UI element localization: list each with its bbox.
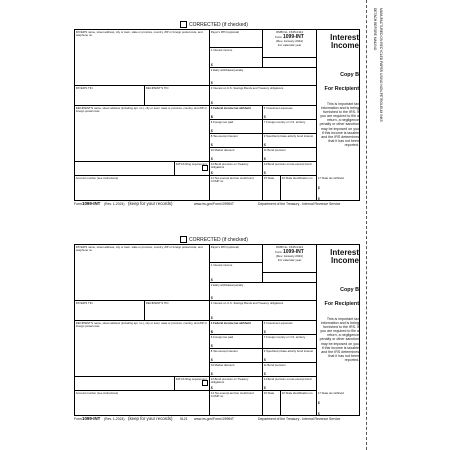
dollar-sign: $ [263, 356, 267, 362]
fatca-checkbox[interactable] [175, 162, 210, 176]
box14-label: 14 Tax-exempt and tax credit bond CUSIP no. [210, 391, 254, 398]
copy-b-label: Copy B [340, 287, 359, 293]
fatca-label: FATCA filing requirement [175, 162, 207, 166]
box11-label: 11 Bond premium [263, 148, 286, 152]
payer-tin-field[interactable] [75, 301, 145, 321]
tear-line [366, 0, 367, 450]
checkbox-icon[interactable] [202, 380, 208, 386]
corrected-checkbox[interactable] [180, 21, 248, 28]
dollar-sign: $ [210, 328, 214, 334]
dollar-sign: $ [263, 370, 267, 376]
box16-label: 16 State identification no. [281, 176, 314, 180]
box1-interest-income[interactable] [210, 48, 263, 68]
form-revision: (Rev. January 2024) [276, 254, 303, 259]
footer-keep-records: (keep for your records) [128, 201, 173, 207]
omb-block [263, 245, 317, 273]
box7-label: 7 Foreign country or U.S. territory [263, 120, 306, 124]
box-blank-year[interactable] [263, 58, 317, 68]
footer-revision: (Rev. 1-2024) [104, 202, 125, 206]
box17-label: 17 State tax withheld [317, 391, 344, 395]
footer-form-number: 1099-INT [82, 201, 101, 207]
recipient-name-label: RECIPIENT'S name, street address (including apt. no.), city or town, state or province, country, and ZIP or foreign postal code [75, 321, 207, 328]
copy-b-label: Copy B [340, 72, 359, 78]
checkbox-icon[interactable] [180, 21, 187, 28]
dollar-sign: $ [210, 356, 214, 362]
box2-early-withdrawal[interactable] [210, 283, 317, 301]
box5-investment-expenses[interactable] [263, 321, 317, 335]
dollar-sign: $ [317, 410, 321, 416]
footer-url: www.irs.gov/Form1099INT [194, 202, 234, 206]
dollar-sign: $ [210, 314, 214, 320]
form-grid [74, 29, 360, 201]
payer-name-field[interactable] [75, 30, 210, 86]
box15-state[interactable] [263, 391, 281, 416]
dollar-sign: $ [317, 400, 321, 405]
box2-label: 2 Early withdrawal penalty [210, 283, 244, 287]
form-number: 1099-INT [283, 249, 304, 256]
recipient-tin-field[interactable] [145, 86, 210, 106]
corrected-label: CORRECTED (if checked) [189, 21, 248, 28]
box4-federal-tax[interactable] [210, 321, 263, 335]
omb-number: OMB No. 1545-0112 [275, 245, 304, 249]
footer-keep-records: (keep for your records) [128, 416, 173, 422]
box15-label: 15 State [263, 391, 275, 395]
recipient-name-field[interactable] [75, 321, 210, 377]
title-line1: Interest [330, 248, 359, 257]
box7-label: 7 Foreign country or U.S. territory [263, 335, 306, 339]
form-grid [74, 244, 360, 416]
box1-interest-income[interactable] [210, 263, 263, 283]
footer-url: www.irs.gov/Form1099INT [194, 417, 234, 421]
form-title [319, 249, 359, 265]
box17-label: 17 State tax withheld [317, 176, 344, 180]
dollar-sign: $ [263, 141, 267, 147]
payer-tin-label: PAYER'S TIN [75, 301, 93, 305]
dollar-sign: $ [263, 328, 267, 334]
title-line2: Income [330, 256, 359, 265]
dollar-sign: $ [210, 141, 214, 147]
dollar-sign: $ [210, 61, 214, 67]
box5-label: 5 Investment expenses [263, 106, 293, 110]
box4-label: 4 Federal income tax withheld [210, 321, 251, 325]
dollar-sign: $ [210, 79, 214, 85]
box6-label: 6 Foreign tax paid [210, 335, 234, 339]
important-notice: This is important tax information and is being furnished to the IRS. If you are required to file a return, a negligence penalty or other sanction may be imposed on you if this income is taxable and the IRS determines that it has not been reported. [319, 102, 359, 147]
box6-foreign-tax[interactable] [210, 335, 263, 349]
dollar-sign: $ [210, 99, 214, 105]
fatca-checkbox[interactable] [175, 377, 210, 391]
box9-private-activity[interactable] [263, 134, 317, 148]
payer-rtn-field[interactable] [210, 245, 263, 263]
box16-state-id[interactable] [281, 176, 317, 201]
box10-market-discount[interactable] [210, 148, 263, 162]
form-number: 1099-INT [283, 34, 304, 41]
account-label: Account number (see instructions) [75, 391, 119, 395]
dollar-sign: $ [263, 113, 267, 119]
box8-tax-exempt[interactable] [210, 349, 263, 363]
box9-private-activity[interactable] [263, 349, 317, 363]
blank-row [75, 162, 175, 176]
box8-label: 8 Tax-exempt interest [210, 349, 238, 353]
important-notice: This is important tax information and is being furnished to the IRS. If you are required to file a return, a negligence penalty or other sanction may be imposed on you if this income is taxable and the IRS determines that it has not been reported. [319, 317, 359, 362]
payer-tin-field[interactable] [75, 86, 145, 106]
calendar-year-label: For calendar year [277, 257, 302, 262]
box10-label: 10 Market discount [210, 148, 235, 152]
box12-treasury-premium[interactable] [210, 162, 263, 176]
box12-treasury-premium[interactable] [210, 377, 263, 391]
box8-tax-exempt[interactable] [210, 134, 263, 148]
box3-label: 3 Interest on U.S. Savings Bonds and Treasury obligations [210, 86, 284, 90]
box11-bond-premium[interactable] [263, 148, 317, 162]
dollar-sign: $ [317, 195, 321, 201]
dollar-sign: $ [210, 169, 214, 175]
payer-tin-label: PAYER'S TIN [75, 86, 93, 90]
dollar-sign: $ [263, 155, 267, 161]
box8-label: 8 Tax-exempt interest [210, 134, 238, 138]
box7-foreign-country[interactable] [263, 335, 317, 349]
box4-label: 4 Federal income tax withheld [210, 106, 251, 110]
box10-market-discount[interactable] [210, 363, 263, 377]
footer-form-label: Form [74, 417, 82, 421]
box6-foreign-tax[interactable] [210, 120, 263, 134]
account-number-field[interactable] [75, 176, 210, 201]
box6-label: 6 Foreign tax paid [210, 120, 234, 124]
form-label: Form [275, 35, 283, 40]
payer-rtn-field[interactable] [210, 30, 263, 48]
box9-label: 9 Specified private activity bond interest [263, 349, 314, 353]
box3-label: 3 Interest on U.S. Savings Bonds and Treasury obligations [210, 301, 284, 305]
dollar-sign: $ [210, 276, 214, 282]
box14-label: 14 Tax-exempt and tax credit bond CUSIP no. [210, 176, 254, 183]
box11-label: 11 Bond premium [263, 363, 286, 367]
box5-investment-expenses[interactable] [263, 106, 317, 120]
dollar-sign: $ [210, 384, 214, 390]
box12-label: 12 Bond premium on Treasury obligations [210, 377, 249, 384]
box13-label: 13 Bond premium on tax-exempt bond [263, 377, 312, 381]
recipient-name-label: RECIPIENT'S name, street address (including apt. no.), city or town, state or province, country, and ZIP or foreign postal code [75, 106, 207, 113]
dollar-sign: $ [317, 185, 321, 190]
dollar-sign: $ [210, 342, 214, 348]
dollar-sign: $ [210, 127, 214, 133]
box13-tax-exempt-premium[interactable] [263, 162, 317, 176]
account-label: Account number (see instructions) [75, 176, 119, 180]
checkbox-icon[interactable] [180, 236, 187, 243]
payer-rtn-label: Payer's RTN (optional) [210, 245, 239, 249]
payer-name-label: PAYER'S name, street address, city or town, state or province, country, ZIP or foreign postal code, and telephone no. [75, 30, 203, 37]
payer-rtn-label: Payer's RTN (optional) [210, 30, 239, 34]
box1-label: 1 Interest income [210, 48, 233, 52]
recipient-tin-label: RECIPIENT'S TIN [145, 301, 169, 305]
box12-label: 12 Bond premium on Treasury obligations [210, 162, 249, 169]
footer-cat-number: 5121 [180, 417, 188, 421]
for-recipient-label: For Recipient [324, 301, 359, 307]
for-recipient-label: For Recipient [324, 86, 359, 92]
dollar-sign: $ [210, 113, 214, 119]
dollar-sign: $ [210, 370, 214, 376]
box13-label: 13 Bond premium on tax-exempt bond [263, 162, 312, 166]
box16-label: 16 State identification no. [281, 391, 314, 395]
box15-state[interactable] [263, 176, 281, 201]
recipient-tin-label: RECIPIENT'S TIN [145, 86, 169, 90]
box9-label: 9 Specified private activity bond interest [263, 134, 314, 138]
payer-name-field[interactable] [75, 245, 210, 301]
box14-cusip[interactable] [210, 176, 263, 201]
omb-number: OMB No. 1545-0112 [275, 30, 304, 34]
corrected-label: CORRECTED (if checked) [189, 236, 248, 243]
detach-label: DETACH BEFORE MAILING [373, 8, 377, 51]
box-blank-year[interactable] [263, 273, 317, 283]
box14-cusip[interactable] [210, 391, 263, 416]
box17-state-tax[interactable] [317, 391, 360, 416]
dollar-sign: $ [263, 384, 267, 390]
manufactured-label: MANUFACTURED ON RECYCLED PAPER USING NON-PETROLEUM INKS [379, 8, 383, 122]
form-label: Form [275, 250, 283, 255]
omb-block [263, 30, 317, 58]
form-title [319, 34, 359, 50]
title-line2: Income [330, 41, 359, 50]
box7-foreign-country[interactable] [263, 120, 317, 134]
dollar-sign: $ [210, 294, 214, 300]
corrected-checkbox[interactable] [180, 236, 248, 243]
box16-state-id[interactable] [281, 391, 317, 416]
footer-form-number: 1099-INT [82, 416, 101, 422]
box3-savings-bonds[interactable] [210, 301, 317, 321]
account-number-field[interactable] [75, 391, 210, 416]
fatca-label: FATCA filing requirement [175, 377, 207, 381]
dollar-sign: $ [263, 169, 267, 175]
footer-department: Department of the Treasury - Internal Revenue Service [258, 417, 341, 421]
recipient-tin-field[interactable] [145, 301, 210, 321]
recipient-name-field[interactable] [75, 106, 210, 162]
box2-label: 2 Early withdrawal penalty [210, 68, 244, 72]
box13-tax-exempt-premium[interactable] [263, 377, 317, 391]
form-revision: (Rev. January 2024) [276, 39, 303, 44]
title-line1: Interest [330, 33, 359, 42]
box17-state-tax[interactable] [317, 176, 360, 201]
box3-savings-bonds[interactable] [210, 86, 317, 106]
box4-federal-tax[interactable] [210, 106, 263, 120]
box1-label: 1 Interest income [210, 263, 233, 267]
box5-label: 5 Investment expenses [263, 321, 293, 325]
box11-bond-premium[interactable] [263, 363, 317, 377]
blank-row [75, 377, 175, 391]
box10-label: 10 Market discount [210, 363, 235, 367]
dollar-sign: $ [210, 155, 214, 161]
checkbox-icon[interactable] [202, 165, 208, 171]
footer-form-label: Form [74, 202, 82, 206]
calendar-year-label: For calendar year [277, 42, 302, 47]
footer-revision: (Rev. 1-2024) [104, 417, 125, 421]
footer-department: Department of the Treasury - Internal Revenue Service [258, 202, 341, 206]
box15-label: 15 State [263, 176, 275, 180]
payer-name-label: PAYER'S name, street address, city or town, state or province, country, ZIP or foreign postal code, and telephone no. [75, 245, 203, 252]
box2-early-withdrawal[interactable] [210, 68, 317, 86]
